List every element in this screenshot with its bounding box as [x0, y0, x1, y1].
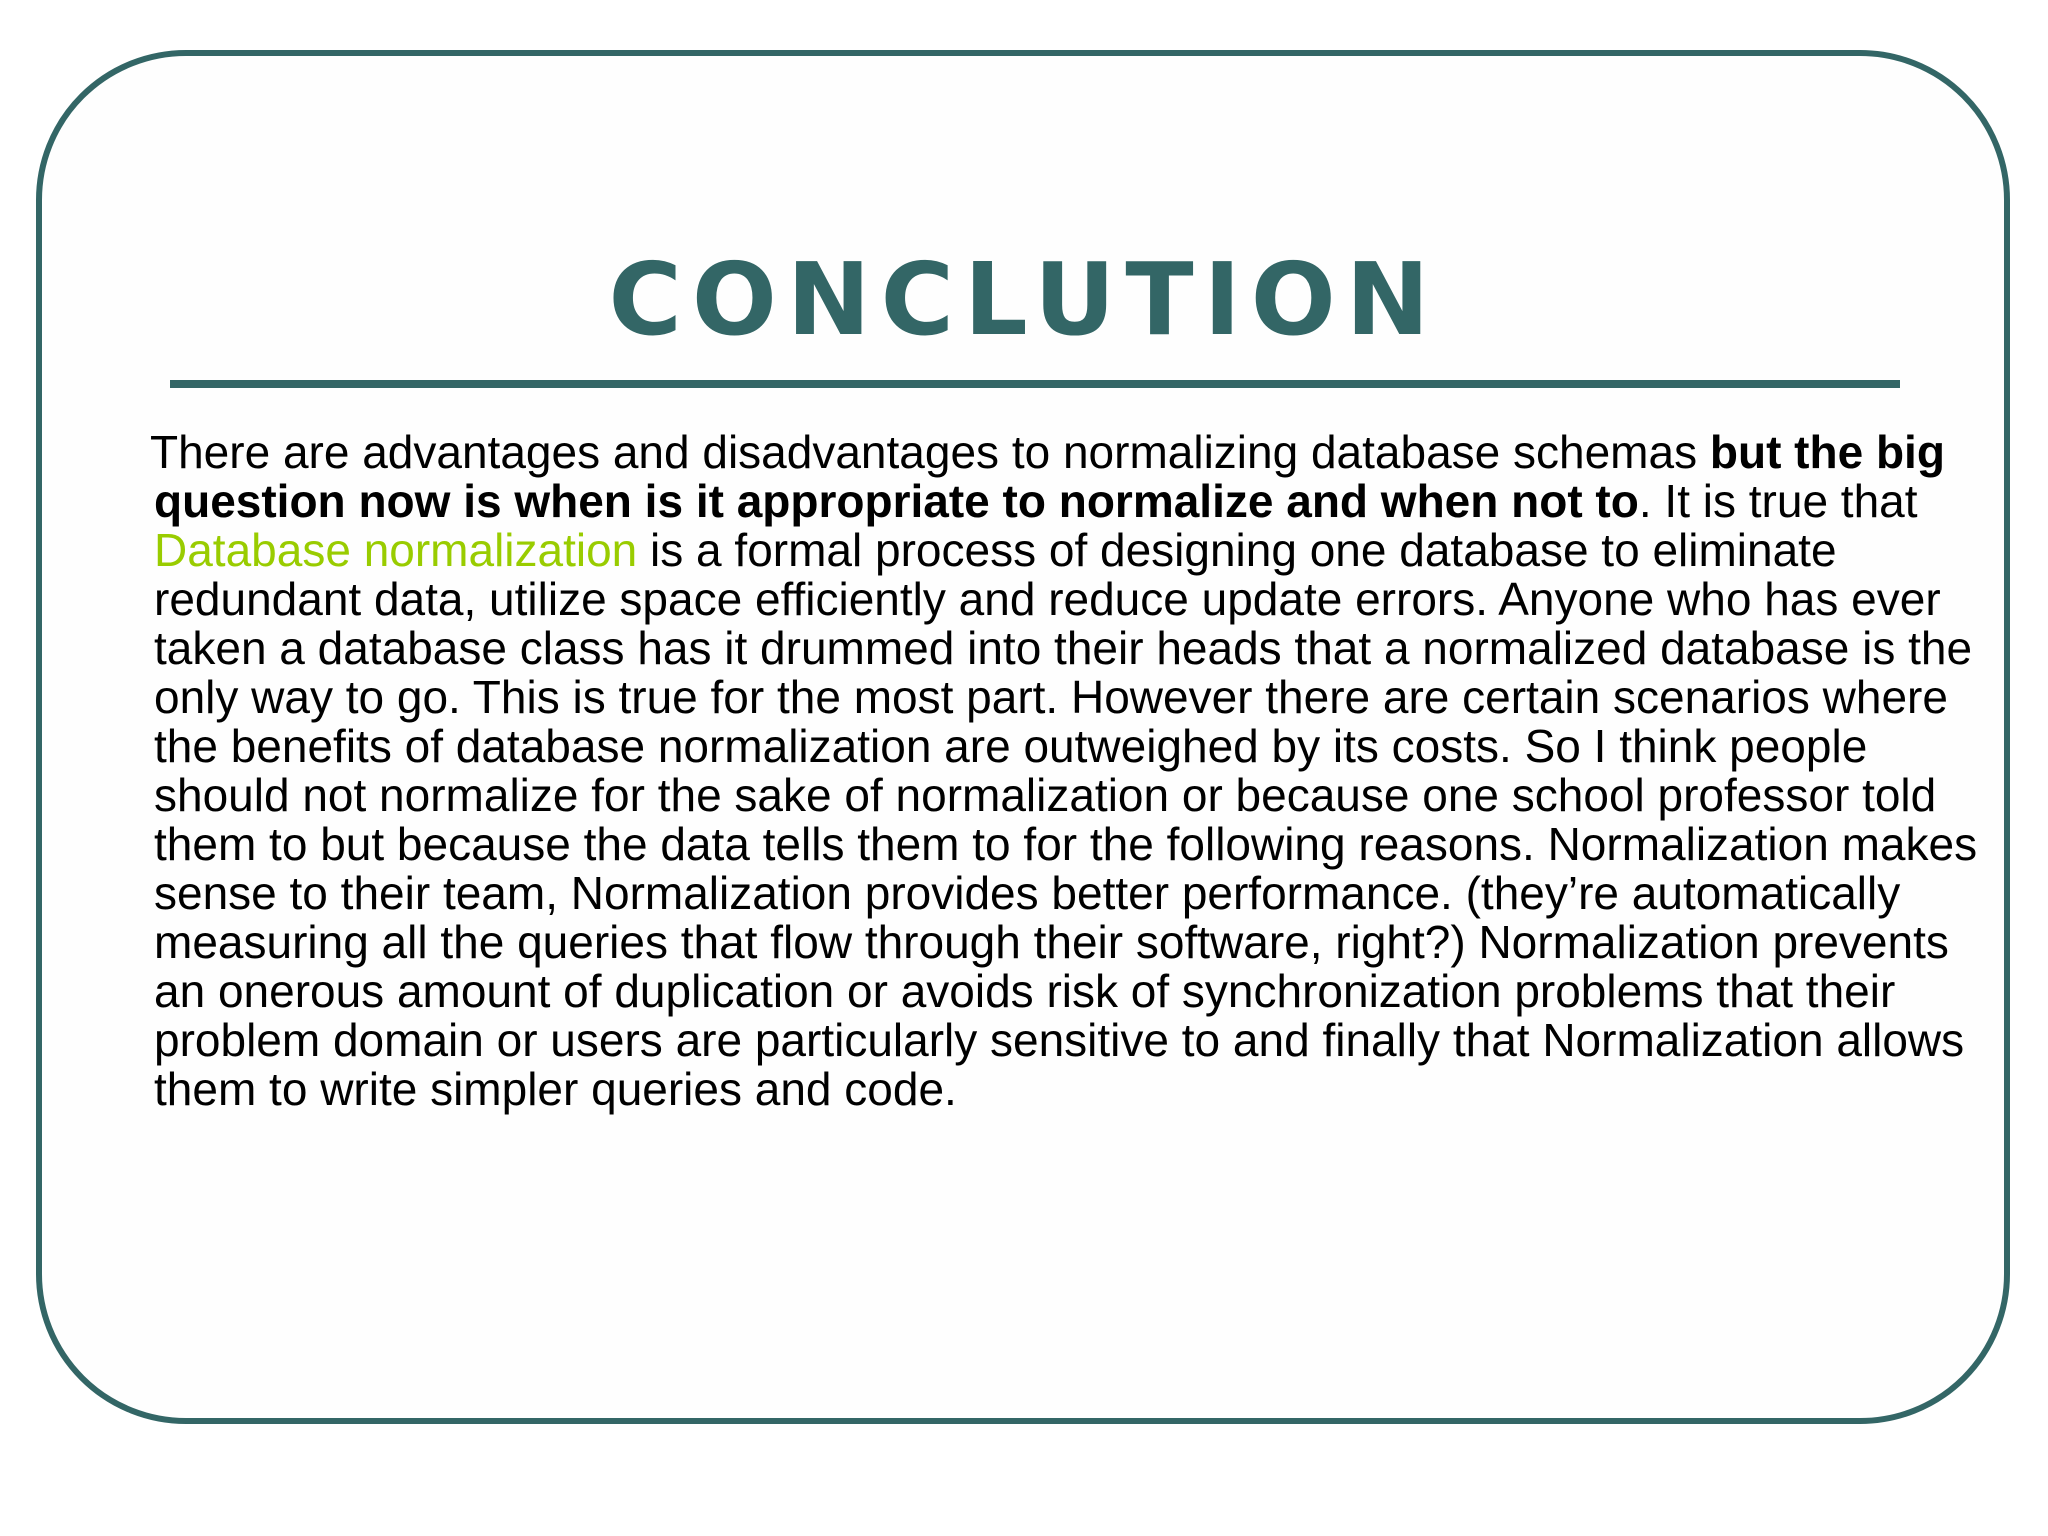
title-divider	[170, 380, 1900, 388]
paragraph-bold-question: but the big question now is when is it appropriate to normalize and when not to	[154, 426, 1945, 527]
paragraph-after-bold: . It is true that	[1638, 475, 1918, 527]
conclusion-paragraph	[150, 426, 1994, 1115]
highlight-term: Database normalization	[154, 524, 638, 576]
paragraph-rest: is a formal process of designing one database to eliminate redundant data, utilize space efficiently and reduce update errors. Anyone who has ever taken a database class has it drummed into their heads that a normalized database is the only way to go. This is true for the most part. However there are certain scenarios where the benefits of database normalization are outweighed by its costs. So I think people should not normalize for the sake of normalization or because one school professor told them to but because the data tells them to for the following reasons. Normalization makes sense to their team, Normalization provides better performance. (they’re automatically measuring all the queries that flow through their software, right?) Normalization prevents an onerous amount of duplication or avoids risk of synchronization problems that their problem domain or users are particularly sensitive to and finally that Normalization allows them to write simpler queries and code.	[154, 524, 1978, 1115]
slide-title: CONCLUTION	[608, 241, 1440, 358]
paragraph-intro: There are advantages and disadvantages to normalizing database schemas	[150, 426, 1710, 478]
